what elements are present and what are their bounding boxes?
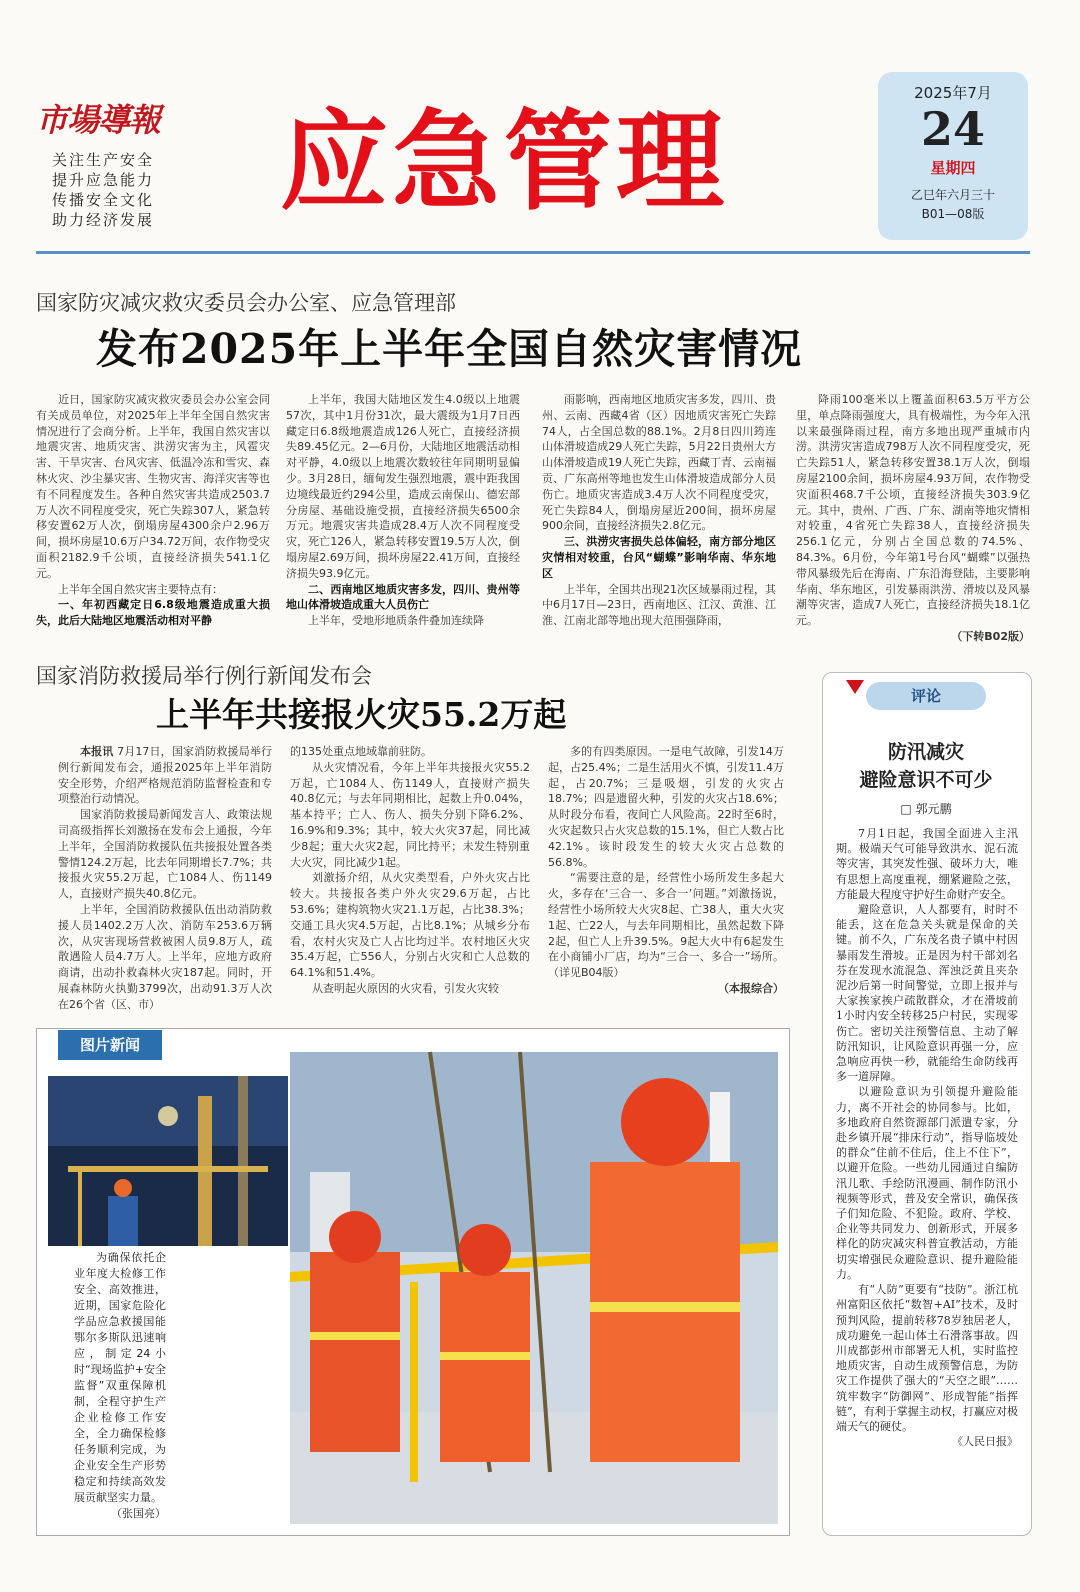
slogan-line: 提升应急能力 — [52, 171, 155, 189]
newspaper-logo: 市場導報 — [36, 101, 161, 139]
dateline-tag: 本报讯 — [80, 745, 114, 758]
paragraph: 刘激扬介绍，从火灾类型看，户外火灾占比较大。共接报各类户外火灾29.6万起，占比53.6%；建构筑物火灾21.1万起，占比38.3%；交通工具火灾4.5万起，占比8.1%；从城乡分布看，农村火灾及亡人占比均过半。农村地区火灾35.4万起，亡556人，分别占火灾和亡人总数的64.1%和51.4%。 — [290, 871, 530, 980]
paragraph: 避险意识，人人都要有，时时不能丢，这在危急关头就是保命的关键。前不久，广东茂名贵子镇中村因暴雨发生滑坡。正是因为村干部刘名芬在发现水流混急、浑浊泛黄且夹杂泥沙后第一时间警觉，立即上报并与大家挨家挨户疏散群众，才在滑坡前1小时内安全转移25户村民，实现零伤亡。密切关注预警信息、主动了解防汛知识，让风险意识再强一分，应急响应再快一秒，就能给生命防线再多一道屏障。 — [836, 903, 1018, 1084]
caption-text: 为确保依托企业年度大检修工作安全、高效推进，近期，国家危险化学品应急救援国能鄂尔多斯队迅速响应，制定24小时“现场监护+安全监督”双重保障机制，全程守护生产企业检修工作安全，全力确保检修任务顺利完成，为企业安全生产形势稳定和持续高效发展贡献坚实力量。 — [74, 1251, 166, 1504]
article2-column — [58, 744, 273, 1011]
paragraph: 7月1日起，我国全面进入主汛期。极端天气可能导致洪水、泥石流等灾害，其突发性强、破坏力大，唯有思想上高度重视，绷紧避险之弦，方能最大程度守护好生命财产安全。 — [836, 827, 1018, 901]
subheading: 三、洪涝灾害损失总体偏轻，南方部分地区灾情相对较重，台风“蝴蝶”影响华南、华东地区 — [542, 535, 776, 580]
article1-column — [796, 392, 1030, 643]
photo-news-tab: 图片新闻 — [58, 1030, 162, 1060]
credit-line: （本报综合） — [718, 981, 784, 995]
day-number: 24 — [920, 102, 985, 156]
date-box — [878, 72, 1028, 240]
weekday: 星期四 — [930, 159, 976, 177]
article1-kicker: 国家防灾减灾救灾委员会办公室、应急管理部 — [36, 291, 456, 315]
paragraph: 降雨100毫米以上覆盖面积63.5万平方公里，单点降雨强度大，具有极端性，为今年入汛以来最强降雨过程，南方多地出现严重城市内涝。洪涝灾害造成798万人次不同程度受灾，死亡失踪51人，紧急转移安置38.1万人次，倒塌房屋2100余间，损坏房屋4.93万间，农作物受灾面积468.7千公顷，直接经济损失303.9亿元。其中，贵州、广西、广东、湖南等地灾情相对较重，4省死亡失踪38人，直接经济损失256.1亿元，分别占全国总数的74.5%、84.3%。6月份，今年第1号台风“蝴蝶”以强热带风暴级先后在海南、广东沿海登陆，主要影响华南、华东地区，引发暴雨洪涝、滑坡以及风暴潮等灾害，造成7人死亡，直接经济损失18.1亿元。 — [796, 393, 1030, 628]
commentary-author: □ 郭元鹏 — [900, 802, 952, 816]
section-title: 应急管理 — [280, 99, 729, 225]
slogan-line: 助力经济发展 — [52, 211, 155, 229]
article2-kicker: 国家消防救援局举行例行新闻发布会 — [36, 664, 372, 688]
article1-column — [286, 392, 520, 628]
source-line: 《人民日报》 — [952, 1435, 1018, 1449]
slogan-line: 关注生产安全 — [52, 151, 155, 169]
article2-column — [548, 744, 784, 996]
paragraph: “需要注意的是，经营性小场所发生多起大火，多存在‘三合一、多合一’问题。”刘激扬说，经营性小场所较大火灾8起、亡38人，重大火灾1起、亡22人，与去年同期相比，虽然起数下降2起，但亡人上升39.5%。9起大火中有6起发生在小商铺小厂店，均为“三合一、多合一”场所。（详见B04版） — [548, 871, 784, 980]
paragraph: 上半年，受地形地质条件叠加连续降 — [308, 614, 484, 628]
paragraph: 国家消防救援局新闻发言人、政策法规司高级指挥长刘激扬在发布会上通报，今年上半年，全国消防救援队伍共接报处置各类警情124.2万起，比去年同期增长7.7%；共接报火灾55.2万起，亡1084人、伤1149人，直接财产损失40.8亿元。 — [58, 808, 272, 901]
article1-column — [36, 392, 270, 628]
night-worksite-photo — [48, 1076, 288, 1246]
commentary-title — [830, 738, 1022, 794]
article2-headline: 上半年共接报火灾55.2万起 — [156, 695, 567, 734]
masthead-divider — [36, 251, 1030, 254]
paragraph: 从查明起火原因的火灾看，引发火灾较 — [312, 981, 499, 995]
paragraph: 的135处重点地域靠前驻防。 — [290, 745, 432, 758]
year-month: 2025年7月 — [914, 84, 992, 102]
paragraph: 上半年，全国消防救援队伍出动消防救援人员1402.2万人次、消防车253.6万辆次，从灾害现场营救被困人员9.8万人，疏散遇险人员4.7万人。上半年，应地方政府商请，出动扑救森林火灾187起。同时，开展森林防火执勤3799次，出动91.3万人次在26个省（区、市） — [58, 902, 272, 1011]
slogan-line: 传播安全文化 — [52, 191, 155, 209]
slogans — [52, 150, 182, 230]
title-line: 防汛减灾 — [887, 741, 964, 763]
edition-range: B01—08版 — [921, 207, 985, 221]
article2-column — [290, 744, 530, 996]
paragraph: 上半年全国自然灾害主要特点有： — [58, 582, 223, 596]
article1-headline: 发布2025年上半年全国自然灾害情况 — [96, 325, 803, 373]
paragraph: 上半年，全国共出现21次区域暴雨过程，其中6月17日—23日，西南地区、江汉、黄淮、江淮、江南北部等地出现大范围强降雨， — [542, 582, 776, 628]
paragraph: 以避险意识为引领提升避险能力，离不开社会的协同参与。比如，多地政府自然资源部门派遣专家，分赴乡镇开展“排床行动”，指导临坡处的群众“住前不住后，住上不住下”，以避开危险。一些幼儿园通过自编防汛儿歌、手绘防汛漫画、制作防汛小视频等形式，普及安全常识，确保孩子们知危险、不犯险。政府、学校、企业等共同发力、创新形式，开展多样化的防灾减灾科普宣教活动，方能切实增强民众避险意识、提升避险能力。 — [836, 1085, 1018, 1281]
title-line: 避险意识不可少 — [859, 769, 993, 791]
jump-line: （下转B02版） — [951, 629, 1030, 643]
article1-column — [542, 392, 776, 628]
lunar-date: 乙巳年六月三十 — [910, 188, 995, 202]
paragraph: 雨影响，西南地区地质灾害多发，四川、贵州、云南、西藏4省（区）因地质灾害死亡失踪74人，占全国总数的88.1%。2月8日四川筠连山体滑坡造成29人死亡失踪，5月22日贵州大方山体滑坡造成19人死亡失踪，西藏丁青、云南福贡、广东高州等地也发生山体滑坡造成部分人员伤亡。地质灾害造成3.4万人次不同程度受灾，死亡失踪84人，倒塌房屋近200间，损坏房屋900余间，直接经济损失2.8亿元。 — [542, 393, 776, 533]
paragraph: 多的有四类原因。一是电气故障，引发14万起，占25.4%；二是生活用火不慎，引发11.4万起，占20.7%；三是吸烟，引发的火灾占18.7%；四是遗留火种，引发的火灾占18.6%；从时段分布看，夜间亡人风险高。22时至6时，火灾起数只占火灾总数的15.1%，但亡人数占比42.1%。该时段发生的较大火灾占总数的56.8%。 — [548, 745, 784, 869]
red-marker-icon — [846, 680, 864, 694]
commentary-body — [836, 826, 1018, 1531]
paragraph: 近日，国家防灾减灾救灾委员会办公室会同有关成员单位，对2025年上半年全国自然灾害情况进行了会商分析。上半年，我国自然灾害以地震灾害、地质灾害、洪涝灾害为主，风雹灾害、干旱灾害、台风灾害、低温冷冻和雪灾、森林火灾、沙尘暴灾害、生物灾害、海洋灾害等也有不同程度发生。各种自然灾害共造成2503.7万人次不同程度受灾，死亡失踪307人，紧急转移安置62万人次，倒塌房屋4300余户2.96万间，损坏房屋10.6万户34.72万间，农作物受灾面积2182.9千公顷，直接经济损失541.1亿元。 — [36, 393, 270, 580]
paragraph: 上半年，我国大陆地区发生4.0级以上地震57次，其中1月份31次，最大震级为1月7日西藏定日6.8级地震造成126人死亡，直接经济损失89.45亿元。2—6月份，大陆地区地震活动相对平静，4.0级以上地震次数较往年同期明显偏少。3月28日，缅甸发生强烈地震，震中距我国边境线最近约294公里，造成云南保山、德宏部分房屋、基础设施受损，直接经济损失6500余万元。地震灾害共造成28.4万人次不同程度受灾，死亡126人，紧急转移安置19.5万人次，倒塌房屋2.69万间，损坏房屋22.41万间，直接经济损失93.9亿元。 — [286, 393, 520, 580]
subheading: 一、年初西藏定日6.8级地震造成重大损失，此后大陆地区地震活动相对平静 — [36, 598, 270, 628]
caption-credit: （张国亮） — [111, 1507, 166, 1520]
paragraph: 从火灾情况看，今年上半年共接报火灾55.2万起，亡1084人、伤1149人，直接财产损失40.8亿元；与去年同期相比，起数上升0.04%，基本持平；亡人、伤人、损失分别下降6.2%、16.9%和9.3%；其中，较大火灾37起，同比减少8起；重大火灾2起，同比持平；未发生特别重大火灾，同比减少1起。 — [290, 760, 530, 869]
paragraph: 有“人防”更要有“技防”。浙江杭州富阳区依托“数智+AI”技术，及时预判风险，提前转移78岁独居老人，成功避免一起山体土石滑落事故。四川成都彭州市部署无人机，实时监控地质灾害，自动生成预警信息，为防灾工作提供了强大的“天空之眼”……筑牢数字“防御网”、形成智能“指挥链”，有利于掌握主动权，打赢应对极端天气的硬仗。 — [836, 1283, 1018, 1433]
photo-caption — [74, 1250, 166, 1522]
commentary-tab: 评论 — [866, 682, 986, 710]
firefighters-photo — [290, 1052, 778, 1524]
subheading: 二、西南地区地质灾害多发，四川、贵州等地山体滑坡造成重大人员伤亡 — [286, 582, 520, 612]
paragraph-text: 7月17日，国家消防救援局举行例行新闻发布会，通报2025年上半年消防安全形势，介绍严格规范消防监督检查和专项整治行动情况。 — [58, 745, 273, 806]
